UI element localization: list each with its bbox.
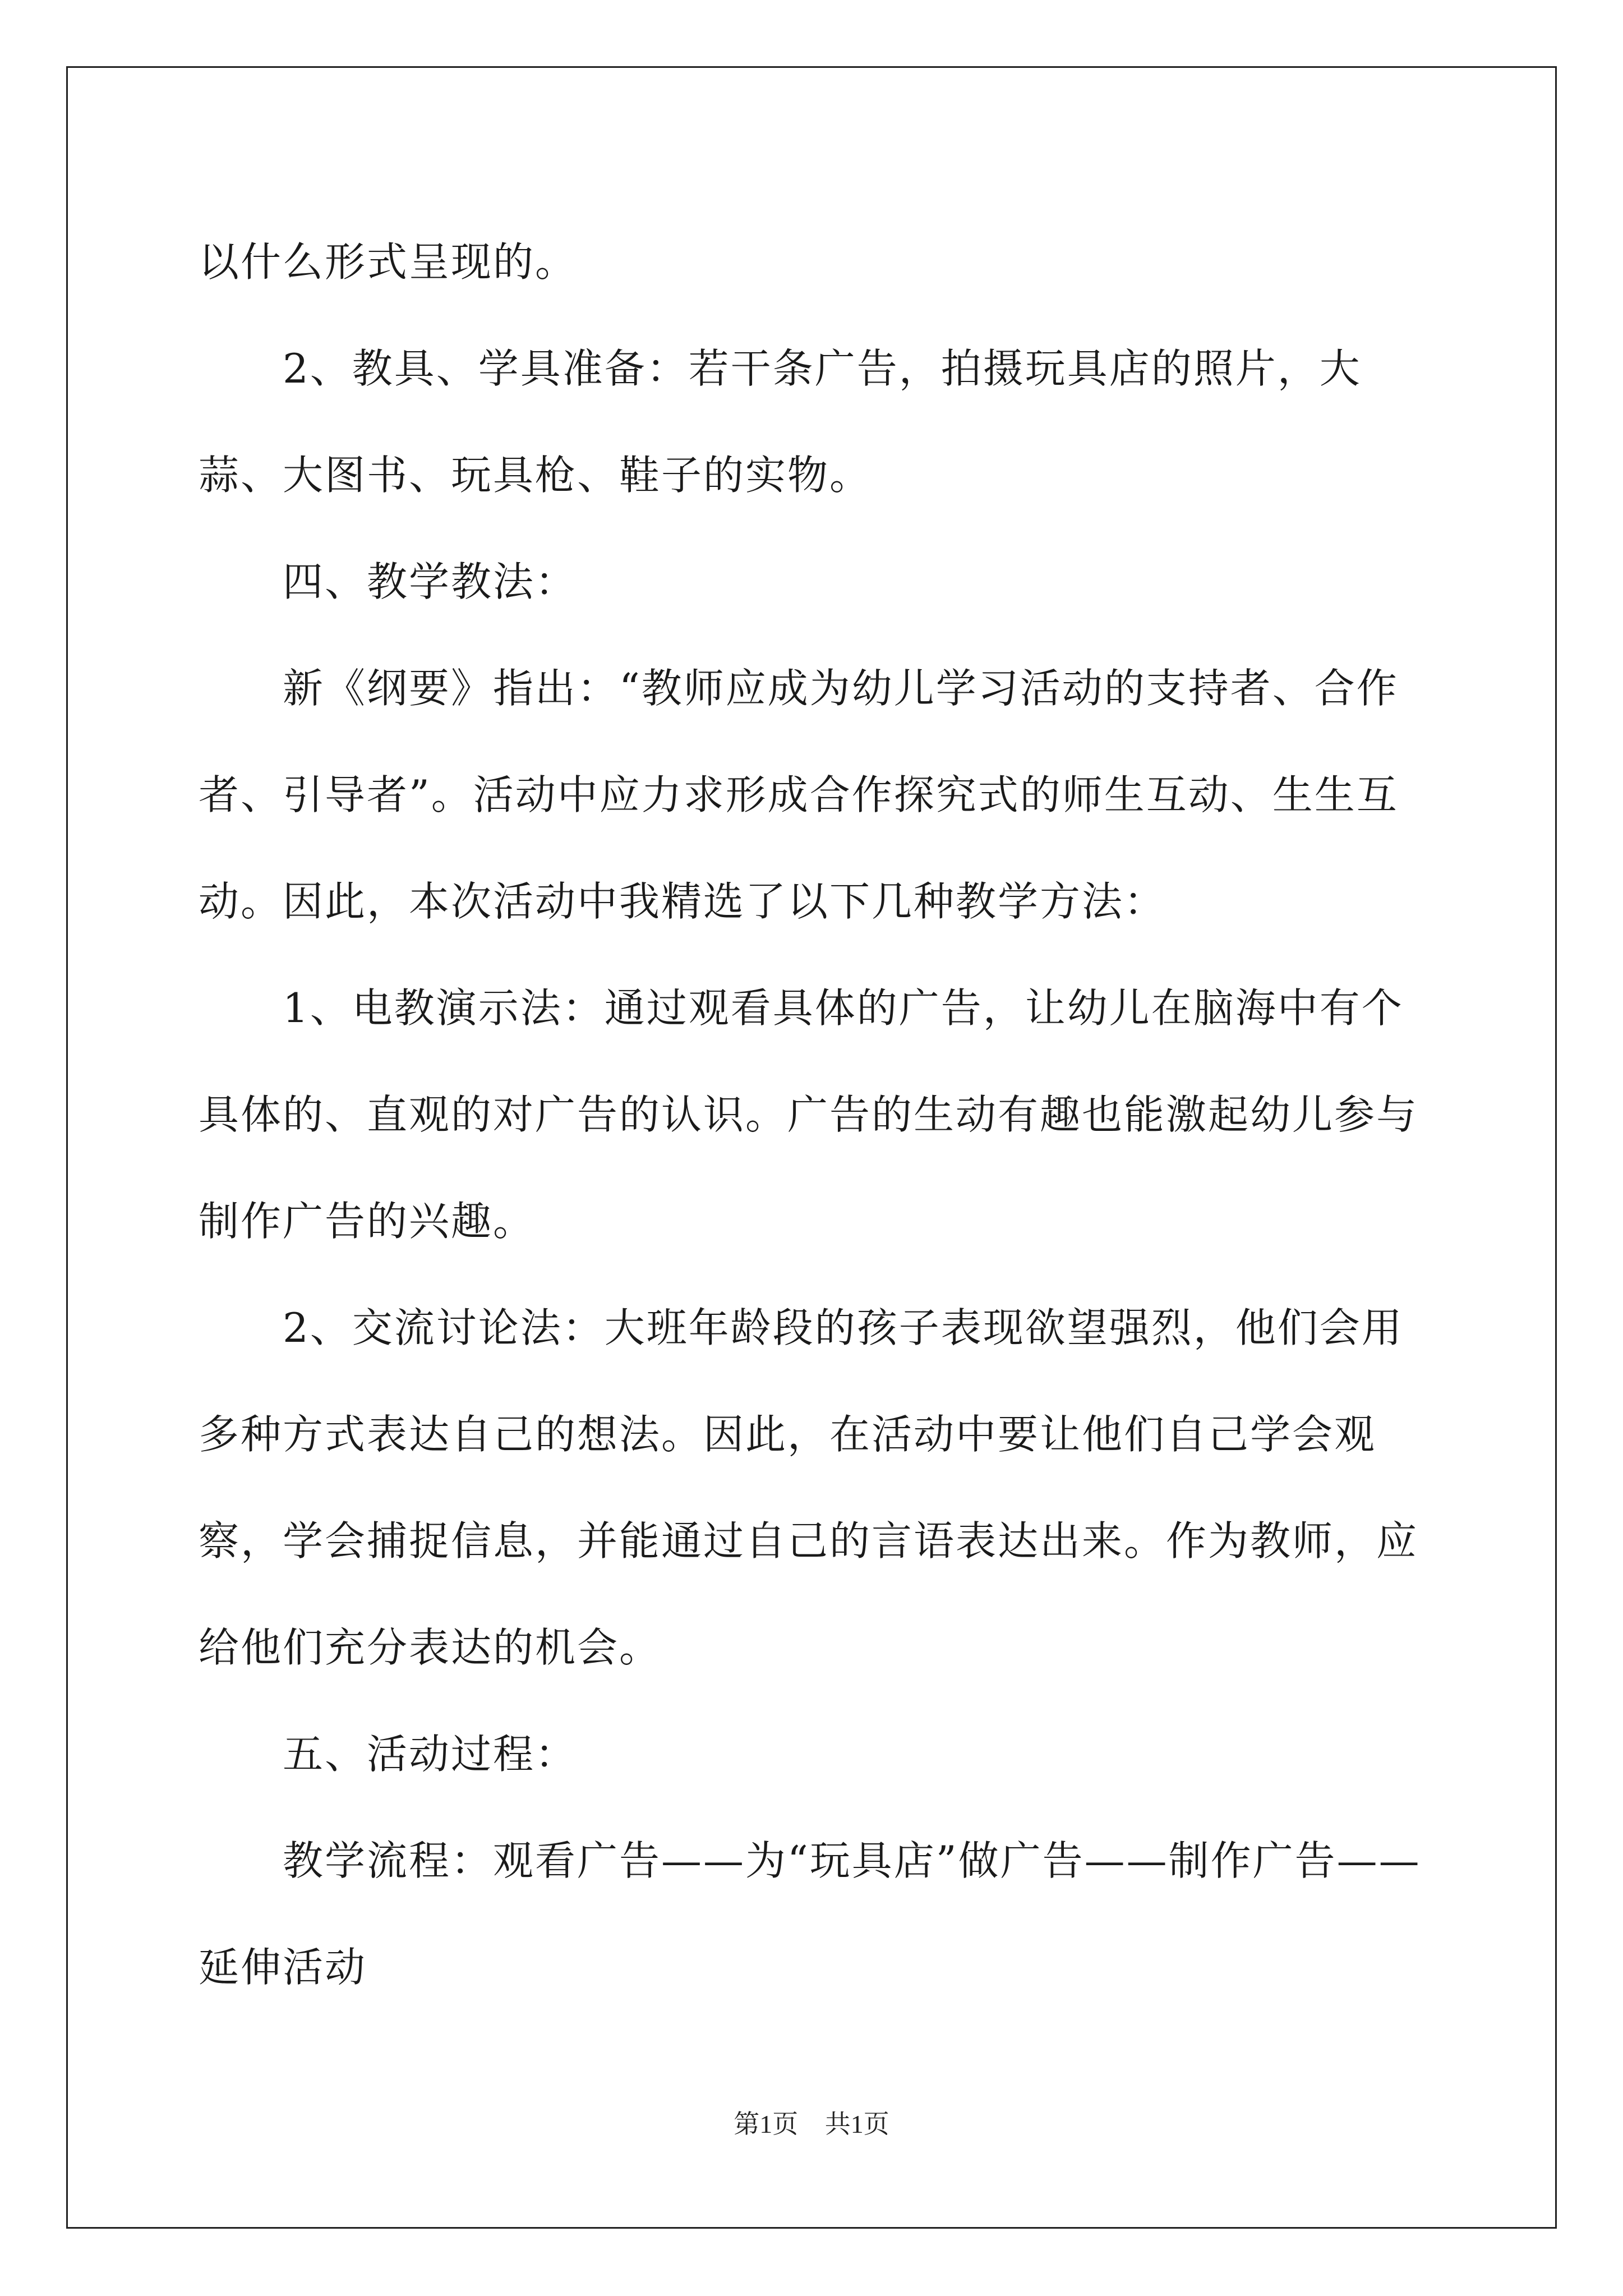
- paragraph: 教学流程：观看广告——为“玩具店”做广告——制作广告——延伸活动: [199, 1837, 1421, 1991]
- page-footer: [0, 2104, 1623, 2141]
- paragraph: 以什么形式呈现的。: [199, 238, 578, 286]
- section-heading: 五、活动过程：: [283, 1731, 578, 1778]
- paragraph: 2、教具、学具准备：若干条广告，拍摄玩具店的照片，大蒜、大图书、玩具枪、鞋子的实物。: [199, 345, 1362, 499]
- paragraph: 新《纲要》指出：“教师应成为幼儿学习活动的支持者、合作者、引导者”。活动中应力求形成合作探究式的师生互动、生生互动。因此，本次活动中我精选了以下几种教学方法：: [199, 665, 1399, 925]
- section-heading: 四、教学教法：: [283, 558, 578, 605]
- page-number: 第1页: [734, 2110, 799, 2138]
- paragraph: 1、电教演示法：通过观看具体的广告，让幼儿在脑海中有个具体的、直观的对广告的认识。广告的生动有趣也能激起幼儿参与制作广告的兴趣。: [199, 984, 1419, 1245]
- page-total: 共1页: [824, 2110, 889, 2138]
- paragraph: 2、交流讨论法：大班年龄段的孩子表现欲望强烈，他们会用多种方式表达自己的想法。因此，在活动中要让他们自己学会观察，学会捕捉信息，并能通过自己的言语表达出来。作为教师，应给他们充分表达的机会。: [199, 1304, 1419, 1671]
- document-body: [199, 209, 1427, 2021]
